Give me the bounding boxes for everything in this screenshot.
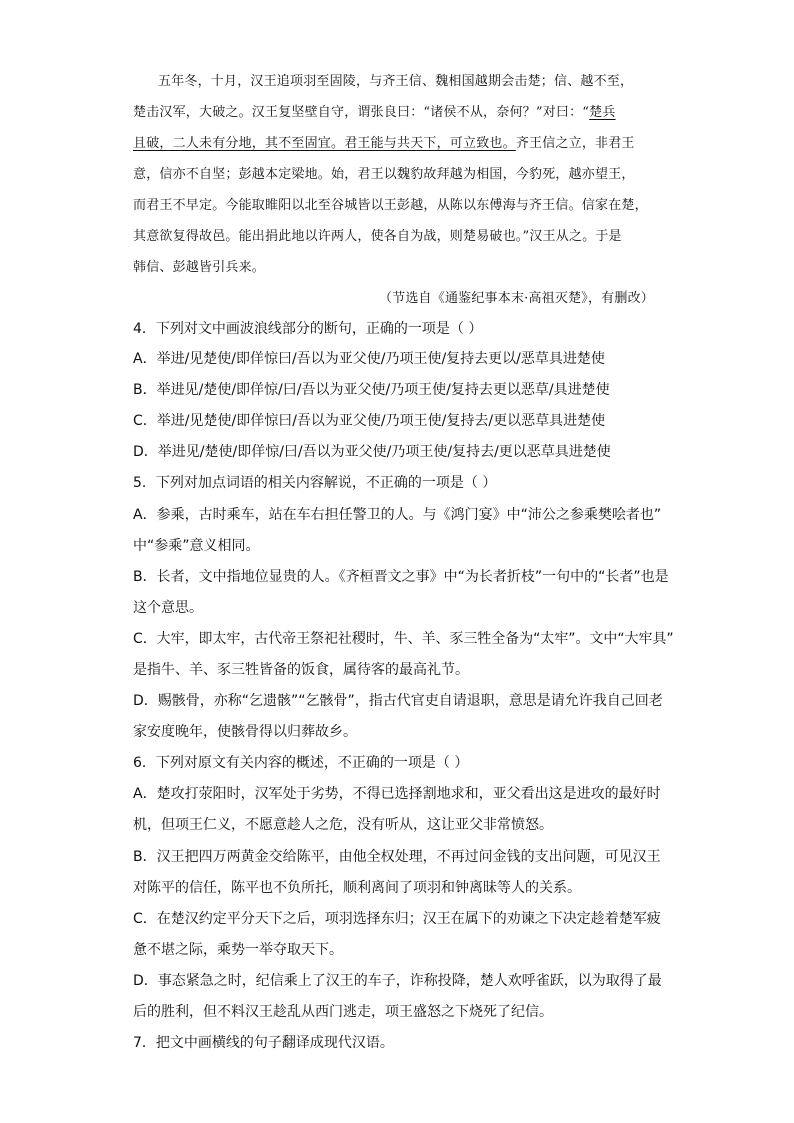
question-5-stem: 5．下列对加点词语的相关内容解说，不正确的一项是（ ） [133,475,497,491]
passage-line-3-text: 齐王信之立，非君王 [515,136,635,151]
question-5-option-a-line-1: A．参乘，古时乘车，站在车右担任警卫的人。与《鸿门宴》中“沛公之参乘樊哙者也” [133,507,662,523]
question-6-option-d-line-1: D．事态紧急之时，纪信乘上了汉王的车子，诈称投降，楚人欢呼雀跃，以为取得了最 [133,973,662,989]
question-4-option-b: B．举进见/楚使/即佯惊/曰/吾以为亚父使/乃项王使/复持去更以恶草/具进楚使 [133,382,610,398]
question-5-option-b-line-2: 这个意思。 [133,600,203,616]
question-4-option-c: C．举进/见楚使/即佯惊曰/吾以为亚父使/乃项王使/复持去/更以恶草具进楚使 [133,413,606,429]
passage-line-2-text: 楚击汉军，大破之。汉王复坚壁自守，谓张良曰：“诸侯不从，奈何？”对曰：“ [133,105,590,120]
question-5-option-d-line-1: D．赐骸骨，亦称“乞遗骸”“乞骸骨”，指古代官吏自请退职，意思是请允许我自己回老 [133,693,663,709]
question-6-stem: 6．下列对原文有关内容的概述，不正确的一项是（ ） [133,755,469,771]
passage-line-5: 而君王不早定。今能取睢阳以北至谷城皆以王彭越，从陈以东傅海与齐王信。信家在楚， [133,198,648,213]
passage-line-4: 意，信亦不自坚；彭越本定梁地。始，君王以魏豹故拜越为相国，今豹死，越亦望王， [133,167,635,182]
passage-line-3 [133,132,635,151]
question-5-option-b-line-1: B．长者，文中指地位显贵的人。《齐桓晋文之事》中“为长者折枝”一句中的“长者”也是 [133,569,669,585]
question-4-option-d: D．举进见/楚使/即佯惊/曰/吾以为亚父使/乃项王使/复持去/更以恶草具进楚使 [133,444,611,460]
passage-line-6: 其意欲复得故邑。能出捐此地以许两人，使各自为战，则楚易破也。”汉王从之。于是 [133,229,622,244]
underlined-sentence-part-2: 且破，二人未有分地，其不至固宜。君王能与共天下，可立致也。 [133,136,516,151]
question-6-option-c-line-1: C．在楚汉约定平分天下之后，项羽选择东归；汉王在属下的劝谏之下决定趁着楚军疲 [133,911,661,927]
question-5-option-a-line-2: 中“参乘”意义相同。 [133,538,260,554]
passage-source: （节选自《通鉴纪事本末·高祖灭楚》，有删改） [378,291,654,306]
question-5-option-c-line-2: 是指牛、羊、豕三牲皆备的饭食，属待客的最高礼节。 [133,662,469,678]
passage-line-2 [133,101,616,120]
question-5-option-c-line-1: C．大牢，即太牢，古代帝王祭祀社稷时，牛、羊、豕三牲全备为“太牢”。文中“大牢具” [133,631,674,647]
question-6-option-a-line-1: A．楚攻打荥阳时，汉军处于劣势，不得已选择割地求和，亚父看出这是进攻的最好时 [133,786,661,802]
question-5-option-d-line-2: 家安度晚年，使骸骨得以归葬故乡。 [133,724,357,740]
question-4-option-a: A．举进/见楚使/即佯惊曰/吾以为亚父使/乃项王使/复持去更以/恶草具进楚使 [133,351,605,367]
question-6-option-b-line-1: B．汉王把四万两黄金交给陈平，由他全权处理，不再过问金钱的支出问题，可见汉王 [133,849,661,865]
passage-line-1: 五年冬，十月，汉王追项羽至固陵，与齐王信、魏相国越期会击楚；信、越不至， [158,74,634,89]
question-6-option-a-line-2: 机，但项王仁义，不愿意趁人之危，没有听从，这让亚父非常愤怒。 [133,817,553,833]
question-7-stem: 7．把文中画横线的句子翻译成现代汉语。 [133,1035,394,1051]
question-4-stem: 4．下列对文中画波浪线部分的断句，正确的一项是（ ） [133,321,483,337]
question-6-option-b-line-2: 对陈平的信任，陈平也不负所托，顺利离间了项羽和钟离昧等人的关系。 [133,880,581,896]
passage-line-7: 韩信、彭越皆引兵来。 [133,260,266,275]
underlined-sentence-part-1: 楚兵 [589,105,616,120]
question-6-option-c-line-2: 惫不堪之际，乘势一举夺取天下。 [133,942,343,958]
question-6-option-d-line-2: 后的胜利，但不料汉王趁乱从西门逃走，项王盛怒之下烧死了纪信。 [133,1004,553,1020]
